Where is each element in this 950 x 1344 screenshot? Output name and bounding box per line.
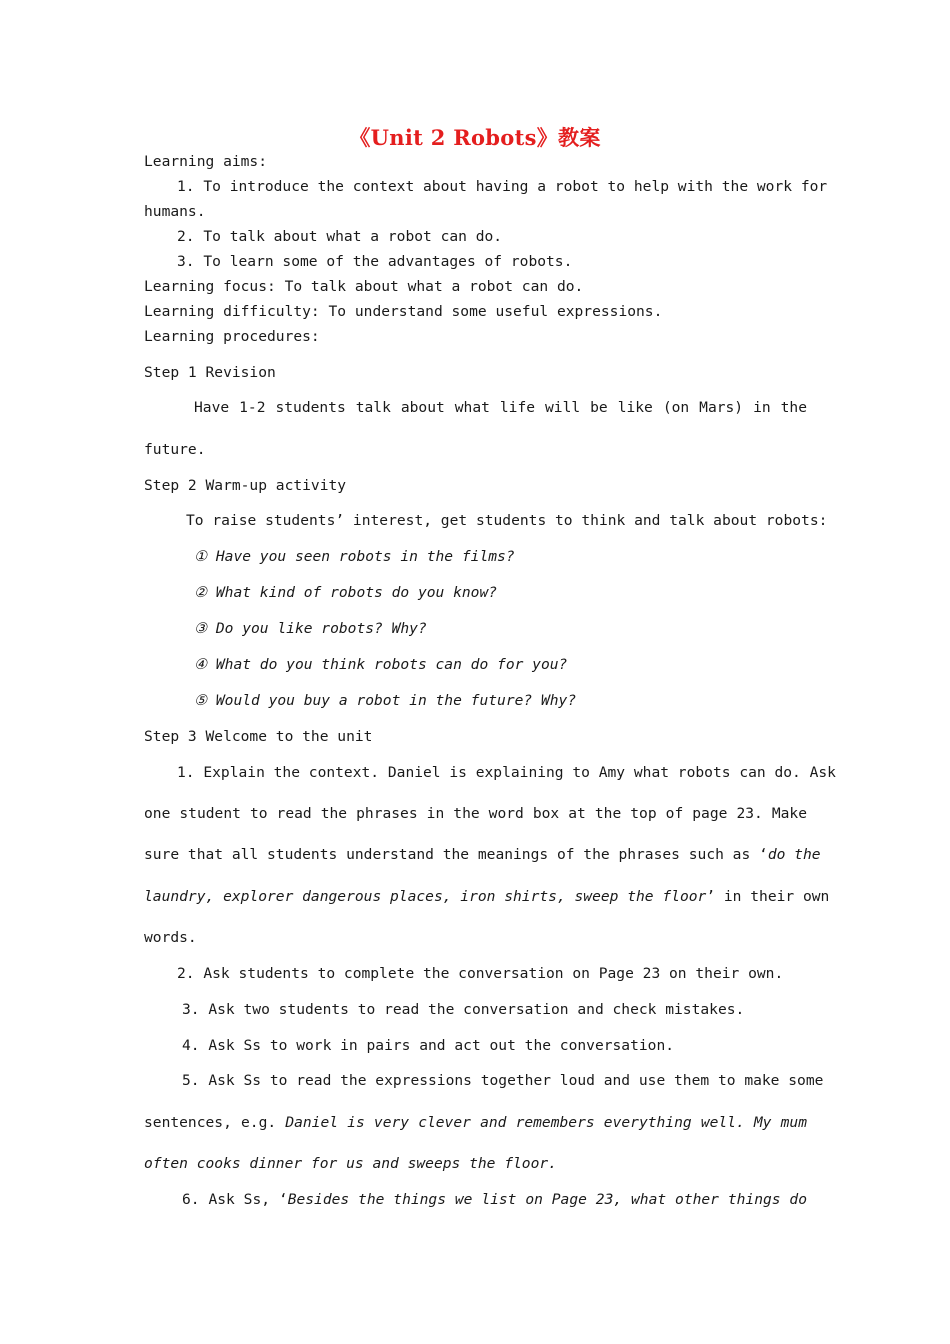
step-3-heading: Step 3 Welcome to the unit [144,728,373,745]
learning-focus: Learning focus: To talk about what a robot can do. [144,278,584,295]
warmup-question-1: ① Have you seen robots in the films? [194,548,515,565]
aim-1-line-2: humans. [144,203,206,220]
learning-aims-label: Learning aims: [144,153,268,170]
item-5-line-2-italic: Daniel is very clever and remembers everything well. My mum [285,1114,807,1131]
warmup-question-3: ③ Do you like robots? Why? [194,620,427,637]
step-3-item-1-line-5: words. [144,929,197,946]
item-6-line-1-text: 6. Ask Ss, ‘ [182,1191,288,1208]
step-3-item-5-line-3: often cooks dinner for us and sweeps the floor. [144,1155,557,1172]
item-1-line-4-italic: laundry, explorer dangerous places, iron shirts, sweep the floor [144,888,707,905]
item-5-line-2-text: sentences, e.g. [144,1114,286,1131]
step-2-heading: Step 2 Warm-up activity [144,477,347,494]
warmup-question-4: ④ What do you think robots can do for you? [194,656,568,673]
item-1-line-4-text: ’ in their own [706,888,830,905]
step-3-item-5-line-2 [144,1113,807,1133]
aim-2: 2. To talk about what a robot can do. [177,228,503,245]
step-3-item-1-line-2: one student to read the phrases in the word box at the top of page 23. Make [144,805,807,822]
step-3-item-6-line-1 [182,1190,807,1210]
step-3-item-1-line-4 [144,887,830,907]
step-1-heading: Step 1 Revision [144,364,276,381]
warmup-question-2: ② What kind of robots do you know? [194,584,498,601]
step-2-intro: To raise students’ interest, get students to think and talk about robots: [186,512,828,529]
step-1-line-1: Have 1-2 students talk about what life will be like (on Mars) in the [194,399,807,416]
step-3-item-3: 3. Ask two students to read the conversation and check mistakes. [182,1001,745,1018]
warmup-question-5: ⑤ Would you buy a robot in the future? Why? [194,692,577,709]
step-3-item-2: 2. Ask students to complete the conversation on Page 23 on their own. [177,965,784,982]
aim-1-line-1: 1. To introduce the context about having a robot to help with the work for [177,178,828,195]
step-3-item-1-line-3 [144,845,821,865]
item-1-line-3-italic: do the [767,846,821,863]
item-1-line-3-text: sure that all students understand the meanings of the phrases such as ‘ [144,846,768,863]
step-3-item-5-line-1: 5. Ask Ss to read the expressions together loud and use them to make some [182,1072,824,1089]
item-6-line-1-italic: Besides the things we list on Page 23, what other things do [287,1191,807,1208]
learning-procedures-label: Learning procedures: [144,328,320,345]
aim-3: 3. To learn some of the advantages of robots. [177,253,573,270]
step-1-line-2: future. [144,441,206,458]
step-3-item-4: 4. Ask Ss to work in pairs and act out the conversation. [182,1037,675,1054]
step-3-item-1-line-1: 1. Explain the context. Daniel is explaining to Amy what robots can do. Ask [177,764,836,781]
document-title: 《Unit 2 Robots》教案 [349,125,601,150]
learning-difficulty: Learning difficulty: To understand some useful expressions. [144,303,663,320]
